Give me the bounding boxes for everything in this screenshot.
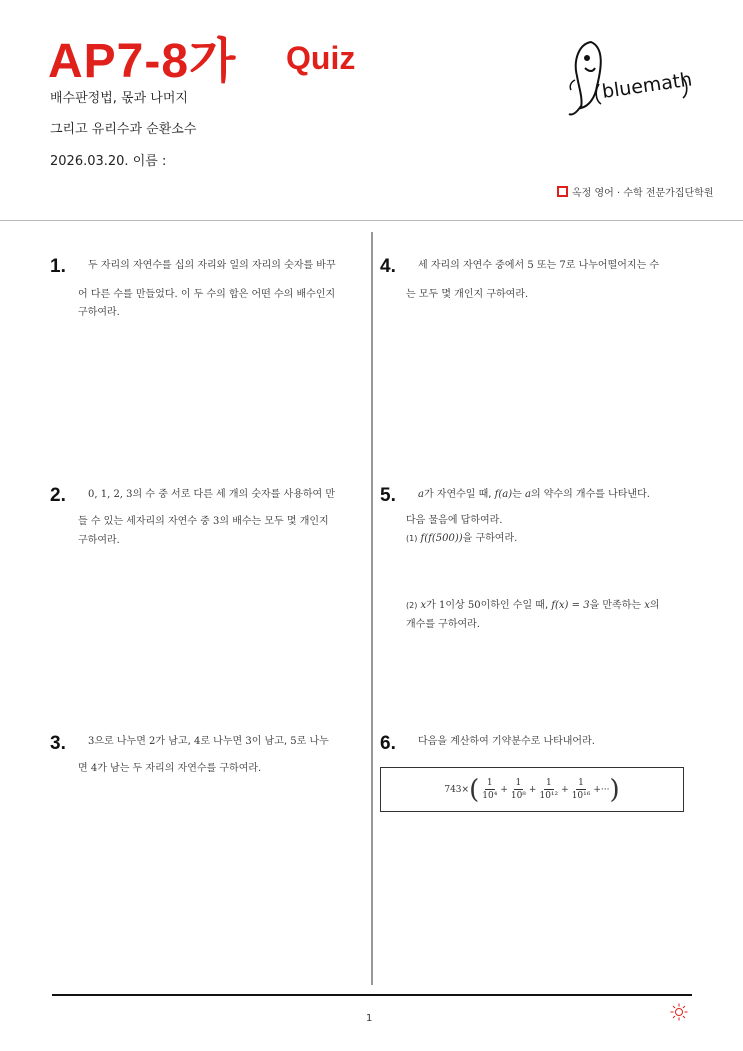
subtitle-line2: 그리고 유리수과 순환소수 [50, 122, 197, 137]
question-4-line2: 는 모두 몇 개인지 구하여라. [406, 289, 529, 300]
question-2-number: 2. [50, 485, 66, 506]
column-divider [371, 232, 373, 985]
question-1-number: 1. [50, 256, 66, 277]
question-5-part2-line2: 개수를 구하여라. [406, 619, 480, 630]
bluemath-logo [565, 36, 695, 120]
question-2-line1: 0, 1, 2, 3의 수 중 서로 다른 세 개의 숫자를 사용하여 만 [88, 489, 336, 500]
fraction-4: $\frac{1}{\text{10¹⁶}}$ [571, 778, 591, 801]
question-2-line3: 구하여라. [78, 535, 120, 546]
footer-divider [52, 994, 692, 996]
formula-box: 743× ( $\frac{1}{\text{10⁴}}$ + $\frac{1}{\text{10⁸}}$ + $\frac{1}{\text{10¹²}}$ + $\frac{1}{\text{10¹⁶}}$ +··· ) [380, 767, 684, 812]
question-4-number: 4. [380, 256, 396, 277]
question-5-number: 5. [380, 485, 396, 506]
question-3-line2: 면 4가 남는 두 자리의 자연수를 구하여라. [78, 763, 262, 774]
question-5-line2: 다음 물음에 답하여라. [406, 515, 503, 526]
question-4-line1: 세 자리의 자연수 중에서 5 또는 7로 나누어떨어지는 수 [418, 260, 660, 271]
academy-name: 옥정 영어 · 수학 전문가집단학원 [557, 184, 713, 199]
question-6-number: 6. [380, 733, 396, 754]
logo-text: bluemath [600, 68, 694, 103]
question-5-line1: a가 자연수일 때, f(a)는 a의 약수의 개수를 나타낸다. [418, 489, 650, 500]
subtitle-line1: 배수판정법, 몫과 나머지 [50, 91, 188, 106]
question-2-line2: 들 수 있는 세자리의 자연수 중 3의 배수는 모두 몇 개인지 [78, 516, 329, 527]
fraction-2: $\frac{1}{\text{10⁸}}$ [510, 778, 526, 801]
fraction-3: $\frac{1}{\text{10¹²}}$ [539, 778, 559, 801]
sun-icon [670, 1003, 688, 1021]
question-1-line3: 구하여라. [78, 307, 120, 318]
quiz-label: Quiz [286, 40, 356, 76]
question-5-part2-line1: (2) x가 1이상 50이하인 수일 때, f(x) = 3을 만족하는 x의 [406, 600, 660, 611]
question-1-line1: 두 자리의 자연수를 십의 자리와 일의 자리의 숫자를 바꾸 [88, 260, 336, 271]
quiz-title: AP7-8가 [48, 35, 237, 88]
question-6-line1: 다음을 계산하여 기약분수로 나타내어라. [418, 736, 595, 747]
academy-logo-icon [557, 186, 568, 197]
header-divider [0, 220, 743, 221]
page-number: 1 [366, 1013, 373, 1024]
question-3-number: 3. [50, 733, 66, 754]
question-1-line2: 어 다른 수를 만들었다. 이 두 수의 합은 어떤 수의 배수인지 [78, 289, 336, 300]
question-5-part1: (1) f(f(500))을 구하여라. [406, 533, 518, 544]
date-name-line: 2026.03.20. 이름 : [50, 154, 167, 169]
fraction-1: $\frac{1}{\text{10⁴}}$ [482, 778, 498, 801]
question-3-line1: 3으로 나누면 2가 남고, 4로 나누면 3이 남고, 5로 나누 [88, 736, 329, 747]
